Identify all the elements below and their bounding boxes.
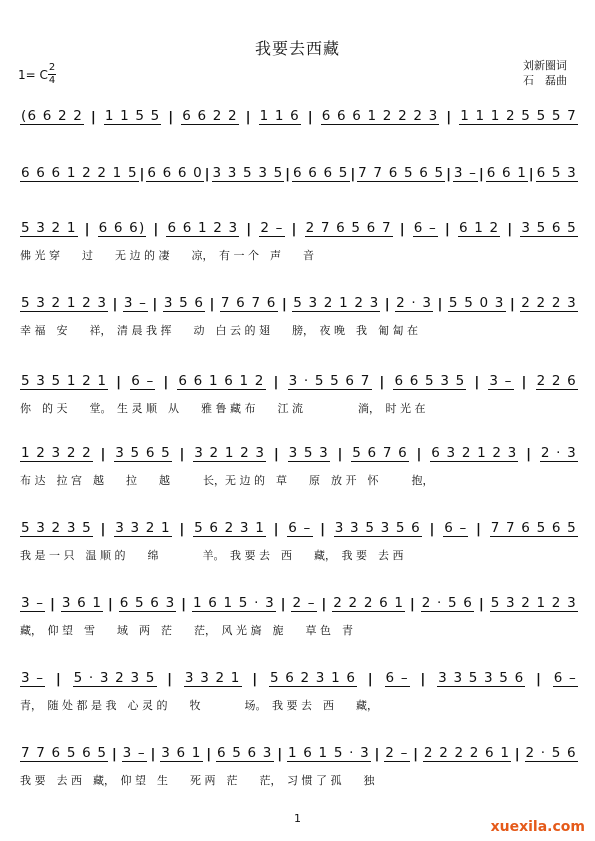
time-signature bbox=[48, 63, 56, 86]
barline: | bbox=[416, 446, 423, 462]
composer: 石 磊曲 bbox=[523, 74, 567, 87]
measure: 1 6 1 5 · 3 bbox=[288, 745, 370, 761]
measure: 3 · 5 5 6 7 bbox=[288, 373, 371, 389]
barline: | bbox=[100, 446, 107, 462]
measure: 2 – bbox=[260, 220, 284, 236]
measure: 2 · 3 bbox=[540, 445, 577, 461]
lyrics-line: 你 的 天 堂。 生 灵 顺 从 雅 鲁 藏 布 江 流 淌， 时 光 在 bbox=[20, 402, 426, 415]
barline: | bbox=[528, 166, 535, 182]
measure: 6 – bbox=[444, 520, 468, 536]
barline: | bbox=[273, 446, 280, 462]
measure: 5 3 2 1 2 3 bbox=[490, 595, 577, 611]
measure: 5 5 0 3 bbox=[448, 295, 505, 311]
measure: 6 3 2 1 2 3 bbox=[431, 445, 518, 461]
measure: 6 1 2 bbox=[458, 220, 500, 236]
measure: 7 7 6 5 6 5 bbox=[490, 520, 577, 536]
measure: 1 1 5 5 bbox=[104, 108, 161, 124]
measure: 1 6 1 5 · 3 bbox=[192, 595, 275, 611]
measure: 3 5 6 5 bbox=[521, 220, 577, 236]
barline: | bbox=[509, 296, 516, 312]
barline: | bbox=[273, 521, 280, 537]
barline: | bbox=[526, 446, 533, 462]
measure: 5 6 2 3 1 bbox=[194, 520, 266, 536]
lyrics-line bbox=[20, 192, 578, 208]
notation-line bbox=[20, 368, 578, 390]
time-top: 2 bbox=[48, 62, 56, 73]
barline: | bbox=[168, 109, 175, 125]
measure: 5 3 2 1 bbox=[21, 220, 77, 236]
measure: 3 – bbox=[21, 670, 45, 686]
barline: | bbox=[474, 374, 481, 390]
measure: 6 6 1 2 3 bbox=[167, 220, 239, 236]
barline: | bbox=[507, 221, 514, 237]
barline: | bbox=[437, 296, 444, 312]
measure: 7 6 7 6 bbox=[220, 295, 277, 311]
measure: 6 6 1 bbox=[486, 165, 528, 181]
notation-line bbox=[20, 103, 578, 125]
lyrics-line: 青， 随 处 都 是 我 心 灵 的 牧 场。 我 要 去 西 藏， bbox=[20, 699, 378, 712]
barline: | bbox=[167, 671, 174, 687]
barline: | bbox=[245, 109, 252, 125]
measure: 2 · 5 6 bbox=[525, 745, 577, 761]
measure: (6 6 2 2 bbox=[21, 108, 84, 124]
score-row bbox=[20, 740, 578, 806]
barline: | bbox=[374, 746, 381, 762]
measure: 2 2 6 bbox=[536, 373, 577, 389]
measure: 3 5 6 5 bbox=[115, 445, 171, 461]
barline: | bbox=[252, 671, 259, 687]
notation-line bbox=[20, 590, 578, 612]
barline: | bbox=[111, 746, 118, 762]
barline: | bbox=[521, 374, 528, 390]
measure: 1 1 6 bbox=[259, 108, 300, 124]
measure: 2 7 6 5 6 7 bbox=[305, 220, 392, 236]
measure: 5 3 5 1 2 1 bbox=[21, 373, 108, 389]
barline: | bbox=[446, 109, 453, 125]
measure: 6 5 6 3 bbox=[216, 745, 273, 761]
barline: | bbox=[337, 446, 344, 462]
measure: 3 – bbox=[21, 595, 45, 611]
watermark: xuexila.com bbox=[490, 819, 585, 835]
barline: | bbox=[273, 374, 280, 390]
measure: 3 3 5 3 5 6 bbox=[334, 520, 421, 536]
barline: | bbox=[413, 746, 420, 762]
lyrics-line: 布 达 拉 宫 越 拉 越 长，无 边 的 草 原 放 开 怀 抱， bbox=[20, 474, 434, 487]
time-bottom: 4 bbox=[48, 75, 56, 86]
lyrics-line: 我 是 一 只 温 顺 的 绵 羊。 我 要 去 西 藏， 我 要 去 西 bbox=[20, 549, 404, 562]
score-row bbox=[20, 665, 578, 731]
score-row bbox=[20, 368, 578, 434]
measure: 6 6 6 5 bbox=[292, 165, 349, 181]
notation-line bbox=[20, 665, 578, 687]
notation-line bbox=[20, 290, 578, 312]
measure: 5 3 2 1 2 3 bbox=[21, 295, 108, 311]
measure: 2 · 5 6 bbox=[421, 595, 474, 611]
barline: | bbox=[90, 109, 98, 125]
measure: 5 6 2 3 1 6 bbox=[269, 670, 357, 686]
barline: | bbox=[206, 746, 213, 762]
barline: | bbox=[107, 596, 115, 612]
measure: 3 3 2 1 bbox=[184, 670, 241, 686]
measure: 5 6 7 6 bbox=[352, 445, 408, 461]
measure: 6 5 6 3 bbox=[119, 595, 176, 611]
barline: | bbox=[478, 596, 485, 612]
barline: | bbox=[350, 166, 357, 182]
score-row bbox=[20, 440, 578, 506]
measure: 2 – bbox=[292, 595, 316, 611]
barline: | bbox=[209, 296, 216, 312]
barline: | bbox=[536, 671, 543, 687]
measure: 2 2 2 2 6 1 bbox=[423, 745, 511, 761]
measure: 3 3 2 1 bbox=[115, 520, 171, 536]
measure: 6 6 1 6 1 2 bbox=[178, 373, 265, 389]
measure: 3 5 3 bbox=[288, 445, 329, 461]
lyricist: 刘新圈词 bbox=[523, 59, 567, 72]
notation-line bbox=[20, 440, 578, 462]
barline: | bbox=[116, 374, 123, 390]
measure: 6 6 6 1 2 2 1 5 bbox=[21, 165, 138, 181]
barline: | bbox=[446, 166, 453, 182]
score-row bbox=[20, 215, 578, 281]
measure: 6 – bbox=[553, 670, 577, 686]
lyrics-line bbox=[20, 135, 578, 151]
barline: | bbox=[153, 221, 160, 237]
measure: 6 6 6 1 2 2 2 3 bbox=[321, 108, 439, 124]
score-row bbox=[20, 515, 578, 581]
barline: | bbox=[285, 166, 292, 182]
notation-line bbox=[20, 515, 578, 537]
measure: 1 2 3 2 2 bbox=[21, 445, 92, 461]
measure: 3 3 5 3 5 bbox=[212, 165, 284, 181]
measure: 2 2 2 6 1 bbox=[333, 595, 405, 611]
notation-line bbox=[20, 740, 578, 762]
measure: 6 – bbox=[288, 520, 312, 536]
measure: 3 – bbox=[123, 295, 148, 311]
lyrics-line: 幸 福 安 祥， 清 晨 我 挥 动 白 云 的 翅 膀， 夜 晚 我 匍 匐 在 bbox=[20, 324, 418, 337]
barline: | bbox=[307, 109, 314, 125]
measure: 6 – bbox=[131, 373, 155, 389]
barline: | bbox=[100, 521, 107, 537]
barline: | bbox=[514, 746, 521, 762]
barline: | bbox=[179, 446, 186, 462]
barline: | bbox=[384, 296, 391, 312]
measure: 3 3 5 3 5 6 bbox=[438, 670, 525, 686]
barline: | bbox=[277, 746, 284, 762]
score-row bbox=[20, 590, 578, 656]
barline: | bbox=[84, 221, 91, 237]
measure: 3 5 6 bbox=[163, 295, 205, 311]
barline: | bbox=[429, 521, 436, 537]
barline: | bbox=[367, 671, 374, 687]
song-title: 我要去西藏 bbox=[254, 39, 340, 58]
barline: | bbox=[246, 221, 253, 237]
barline: | bbox=[291, 221, 298, 237]
barline: | bbox=[204, 166, 211, 182]
measure: 3 2 1 2 3 bbox=[194, 445, 266, 461]
measure: 1 1 1 2 5 5 5 7 bbox=[460, 108, 577, 124]
lyrics-line: 我 要 去 西 藏， 仰 望 生 死 两 茫 茫， 习 惯 了 孤 独 bbox=[20, 774, 375, 787]
measure: 2 – bbox=[385, 745, 409, 761]
barline: | bbox=[152, 296, 159, 312]
measure: 6 – bbox=[385, 670, 409, 686]
measure: 6 6 5 3 5 bbox=[394, 373, 466, 389]
barline: | bbox=[409, 596, 417, 612]
lyrics-line: 佛 光 穿 过 无 边 的 凄 凉， 有 一 个 声 音 bbox=[20, 249, 314, 262]
notation-line bbox=[20, 160, 578, 182]
page-number: 1 bbox=[294, 812, 301, 825]
measure: 7 7 6 5 6 5 bbox=[21, 745, 108, 761]
measure: 5 3 2 3 5 bbox=[21, 520, 92, 536]
measure: 3 – bbox=[453, 165, 478, 181]
measure: 5 · 3 2 3 5 bbox=[73, 670, 156, 686]
barline: | bbox=[163, 374, 170, 390]
barline: | bbox=[150, 746, 157, 762]
barline: | bbox=[399, 221, 406, 237]
measure: 6 – bbox=[413, 220, 437, 236]
measure: 6 6 6 0 bbox=[147, 165, 203, 181]
measure: 3 6 1 bbox=[161, 745, 202, 761]
barline: | bbox=[139, 166, 146, 182]
measure: 6 5 3 bbox=[536, 165, 577, 181]
measure: 2 · 3 bbox=[396, 295, 433, 311]
measure: 7 7 6 5 6 5 bbox=[358, 165, 445, 181]
score-row bbox=[20, 290, 578, 356]
key-signature: 1= C bbox=[18, 68, 48, 82]
barline: | bbox=[320, 521, 327, 537]
measure: 6 6 6) bbox=[98, 220, 146, 236]
barline: | bbox=[444, 221, 452, 237]
barline: | bbox=[379, 374, 386, 390]
barline: | bbox=[49, 596, 57, 612]
barline: | bbox=[281, 296, 288, 312]
measure: 6 6 2 2 bbox=[182, 108, 238, 124]
barline: | bbox=[179, 521, 186, 537]
barline: | bbox=[420, 671, 427, 687]
notation-line bbox=[20, 215, 578, 237]
measure: 3 – bbox=[489, 373, 513, 389]
barline: | bbox=[478, 166, 485, 182]
credits bbox=[523, 58, 567, 88]
measure: 3 6 1 bbox=[61, 595, 103, 611]
barline: | bbox=[280, 596, 287, 612]
lyrics-line: 藏， 仰 望 雪 域 两 茫 茫， 风 光 旖 旎 草 色 青 bbox=[20, 624, 353, 637]
measure: 2 2 2 3 bbox=[521, 295, 577, 311]
barline: | bbox=[112, 296, 119, 312]
barline: | bbox=[321, 596, 328, 612]
barline: | bbox=[55, 671, 62, 687]
barline: | bbox=[181, 596, 188, 612]
barline: | bbox=[476, 521, 483, 537]
measure: 3 – bbox=[122, 745, 146, 761]
measure: 5 3 2 1 2 3 bbox=[293, 295, 380, 311]
